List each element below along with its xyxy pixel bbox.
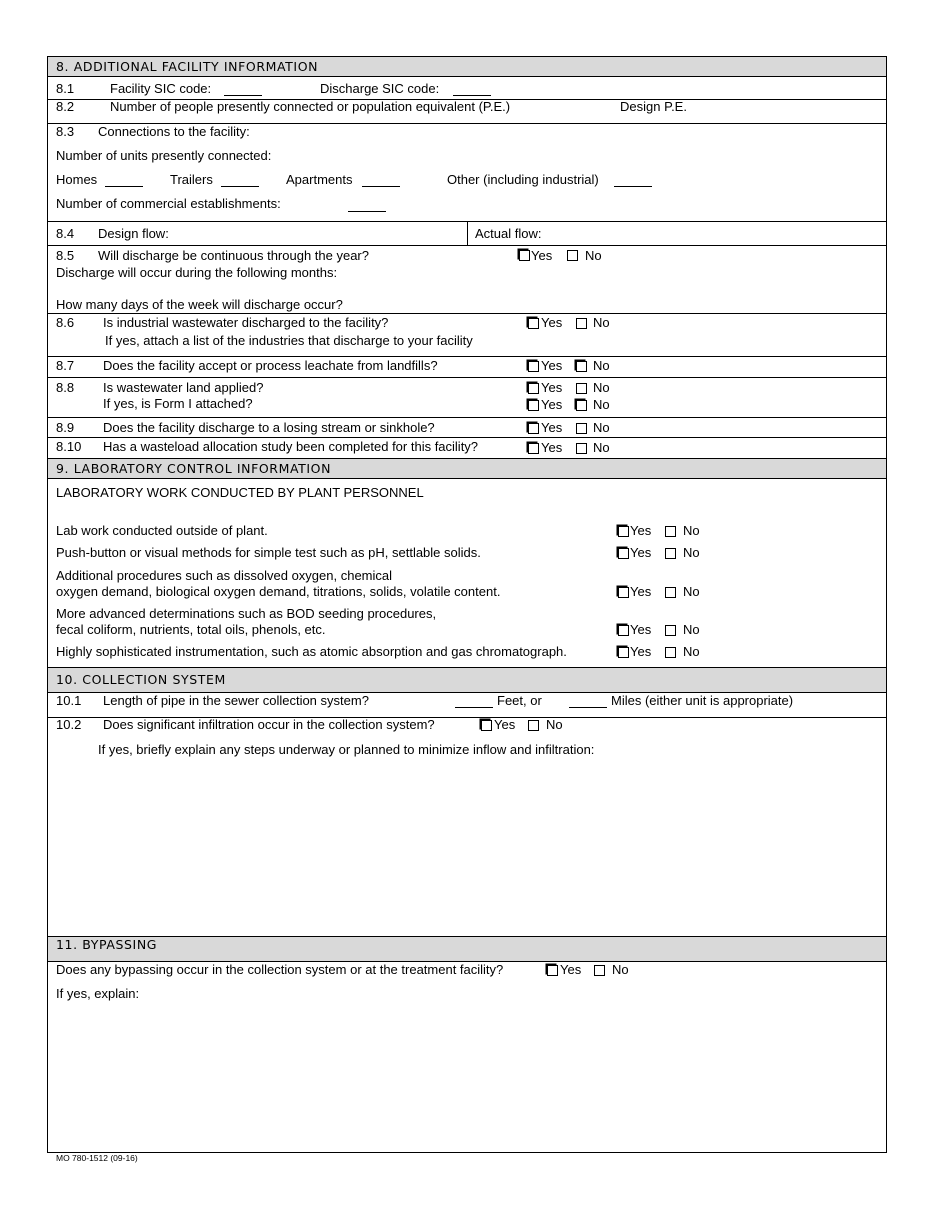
q8-6-no-checkbox[interactable]: [576, 318, 587, 329]
item-8-2-number: 8.2: [56, 99, 75, 114]
q8-7-yes-checkbox[interactable]: [528, 361, 539, 372]
infiltration-explain-label: If yes, briefly explain any steps underway or planned to minimize inflow and infiltration:: [98, 742, 595, 757]
facility-sic-input[interactable]: [224, 95, 262, 96]
lab-q5-no-label: No: [683, 644, 700, 659]
q8-5-no-label: No: [585, 248, 602, 263]
q8-6-no-label: No: [593, 315, 610, 330]
lab-q2-no-label: No: [683, 545, 700, 560]
homes-input[interactable]: [105, 186, 143, 187]
lab-q1-yes-checkbox[interactable]: [618, 526, 629, 537]
q8-7-no-label: No: [593, 358, 610, 373]
lab-q3-no-label: No: [683, 584, 700, 599]
lab-q3-no-checkbox[interactable]: [665, 587, 676, 598]
item-8-7-question: Does the facility accept or process leachate from landfills?: [103, 358, 438, 373]
form-page-frame: [47, 56, 887, 1153]
apartments-input[interactable]: [362, 186, 400, 187]
bypassing-yes-checkbox[interactable]: [547, 965, 558, 976]
section-8-title: 8. ADDITIONAL FACILITY INFORMATION: [56, 59, 319, 74]
section-9-title: 9. LABORATORY CONTROL INFORMATION: [56, 461, 332, 476]
divider: [48, 437, 886, 438]
design-pe-label: Design P.E.: [620, 99, 687, 114]
q8-5-yes-label: Yes: [531, 248, 553, 263]
item-8-7-number: 8.7: [56, 358, 75, 373]
lab-q4-yes-label: Yes: [630, 622, 652, 637]
q8-8-yes-checkbox[interactable]: [528, 383, 539, 394]
lab-q2-no-checkbox[interactable]: [665, 548, 676, 559]
item-8-5-question: Will discharge be continuous through the year?: [98, 248, 369, 263]
infiltration-explain-area[interactable]: [48, 759, 886, 935]
lab-q2-yes-label: Yes: [630, 545, 652, 560]
item-8-10-number: 8.10: [56, 439, 82, 454]
item-8-5-number: 8.5: [56, 248, 75, 263]
q10-2-no-checkbox[interactable]: [528, 720, 539, 731]
divider: [48, 356, 886, 357]
q8-8-no-checkbox[interactable]: [576, 383, 587, 394]
other-input[interactable]: [614, 186, 652, 187]
item-8-3-number: 8.3: [56, 124, 75, 139]
lab-q4-no-checkbox[interactable]: [665, 625, 676, 636]
q8-8-yes-label: Yes: [541, 380, 563, 395]
lab-q3-text-line2: oxygen demand, biological oxygen demand, titrations, solids, volatile content.: [56, 584, 501, 599]
commercial-input[interactable]: [348, 211, 386, 212]
discharge-sic-input[interactable]: [453, 95, 491, 96]
lab-q2-text: Push-button or visual methods for simple test such as pH, settlable solids.: [56, 545, 481, 560]
item-10-1-number: 10.1: [56, 693, 82, 708]
pipe-length-miles-input[interactable]: [569, 707, 607, 708]
discharge-months-label: Discharge will occur during the following months:: [56, 265, 338, 280]
section-10-header: [48, 667, 886, 693]
q8-10-yes-checkbox[interactable]: [528, 443, 539, 454]
q8-5-yes-checkbox[interactable]: [519, 250, 530, 261]
item-8-6-question: Is industrial wastewater discharged to the facility?: [103, 315, 389, 330]
q8-9-yes-label: Yes: [541, 420, 563, 435]
lab-q4-yes-checkbox[interactable]: [618, 625, 629, 636]
item-8-8-question: Is wastewater land applied?: [103, 380, 264, 395]
section-8-header: [48, 57, 886, 77]
item-10-1-question: Length of pipe in the sewer collection system?: [103, 693, 369, 708]
q8-9-yes-checkbox[interactable]: [528, 423, 539, 434]
q8-9-no-checkbox[interactable]: [576, 423, 587, 434]
divider: [48, 245, 886, 246]
divider: [48, 377, 886, 378]
section-11-header: [48, 936, 886, 962]
item-8-8-form-i-question: If yes, is Form I attached?: [103, 396, 253, 411]
lab-q3-yes-checkbox[interactable]: [618, 587, 629, 598]
lab-q1-no-checkbox[interactable]: [665, 526, 676, 537]
lab-q5-yes-checkbox[interactable]: [618, 647, 629, 658]
q8-10-no-checkbox[interactable]: [576, 443, 587, 454]
q8-5-no-checkbox[interactable]: [567, 250, 578, 261]
lab-q4-no-label: No: [683, 622, 700, 637]
bypassing-no-label: No: [612, 962, 629, 977]
lab-q1-yes-label: Yes: [630, 523, 652, 538]
item-8-8-number: 8.8: [56, 380, 75, 395]
discharge-sic-label: Discharge SIC code:: [320, 81, 440, 96]
discharge-days-label: How many days of the week will discharge occur?: [56, 297, 343, 312]
item-8-2-question: Number of people presently connected or population equivalent (P.E.): [110, 99, 511, 114]
divider: [48, 417, 886, 418]
lab-q1-text: Lab work conducted outside of plant.: [56, 523, 268, 538]
bypassing-question: Does any bypassing occur in the collection system or at the treatment facility?: [56, 962, 504, 977]
trailers-label: Trailers: [170, 172, 213, 187]
q8-10-no-label: No: [593, 440, 610, 455]
q8-9-no-label: No: [593, 420, 610, 435]
q8-8-no-label: No: [593, 380, 610, 395]
actual-flow-label: Actual flow:: [475, 226, 542, 241]
bypassing-explain-label: If yes, explain:: [56, 986, 140, 1001]
section-10-title: 10. COLLECTION SYSTEM: [56, 672, 226, 687]
bypassing-explain-area[interactable]: [48, 1003, 886, 1151]
trailers-input[interactable]: [221, 186, 259, 187]
item-10-2-number: 10.2: [56, 717, 82, 732]
facility-sic-label: Facility SIC code:: [110, 81, 212, 96]
lab-q3-text-line1: Additional procedures such as dissolved oxygen, chemical: [56, 568, 393, 583]
form-i-yes-label: Yes: [541, 397, 563, 412]
homes-label: Homes: [56, 172, 98, 187]
lab-q5-yes-label: Yes: [630, 644, 652, 659]
q8-10-yes-label: Yes: [541, 440, 563, 455]
lab-q1-no-label: No: [683, 523, 700, 538]
section-11-title: 11. BYPASSING: [56, 937, 158, 952]
feet-label: Feet, or: [497, 693, 542, 708]
form-i-no-checkbox[interactable]: [576, 400, 587, 411]
bypassing-no-checkbox[interactable]: [594, 965, 605, 976]
lab-q3-yes-label: Yes: [630, 584, 652, 599]
item-8-6-instruction: If yes, attach a list of the industries that discharge to your facility: [105, 333, 473, 348]
pipe-length-feet-input[interactable]: [455, 707, 493, 708]
item-8-1-number: 8.1: [56, 81, 75, 96]
item-8-4-number: 8.4: [56, 226, 75, 241]
divider: [467, 221, 468, 245]
section-9-header: [48, 458, 886, 479]
bypassing-yes-label: Yes: [560, 962, 582, 977]
other-label: Other (including industrial): [447, 172, 599, 187]
q8-6-yes-checkbox[interactable]: [528, 318, 539, 329]
units-connected-label: Number of units presently connected:: [56, 148, 272, 163]
q8-6-yes-label: Yes: [541, 315, 563, 330]
item-8-3-question: Connections to the facility:: [98, 124, 250, 139]
q10-2-yes-checkbox[interactable]: [481, 720, 492, 731]
apartments-label: Apartments: [286, 172, 353, 187]
lab-q4-text-line2: fecal coliform, nutrients, total oils, phenols, etc.: [56, 622, 326, 637]
lab-q5-no-checkbox[interactable]: [665, 647, 676, 658]
q10-2-no-label: No: [546, 717, 563, 732]
lab-q4-text-line1: More advanced determinations such as BOD seeding procedures,: [56, 606, 437, 621]
item-10-2-question: Does significant infiltration occur in the collection system?: [103, 717, 435, 732]
item-8-9-number: 8.9: [56, 420, 75, 435]
lab-work-title: LABORATORY WORK CONDUCTED BY PLANT PERSONNEL: [56, 485, 424, 500]
item-8-9-question: Does the facility discharge to a losing stream or sinkhole?: [103, 420, 435, 435]
commercial-label: Number of commercial establishments:: [56, 196, 281, 211]
q10-2-yes-label: Yes: [494, 717, 516, 732]
divider: [48, 313, 886, 314]
miles-label: Miles (either unit is appropriate): [611, 693, 794, 708]
form-i-no-label: No: [593, 397, 610, 412]
form-i-yes-checkbox[interactable]: [528, 400, 539, 411]
design-flow-label: Design flow:: [98, 226, 169, 241]
item-8-6-number: 8.6: [56, 315, 75, 330]
item-8-10-question: Has a wasteload allocation study been completed for this facility?: [103, 439, 479, 454]
form-number-footer: MO 780-1512 (09-16): [56, 1153, 138, 1163]
q8-7-no-checkbox[interactable]: [576, 361, 587, 372]
q8-7-yes-label: Yes: [541, 358, 563, 373]
lab-q5-text: Highly sophisticated instrumentation, such as atomic absorption and gas chromatograph.: [56, 644, 567, 659]
lab-q2-yes-checkbox[interactable]: [618, 548, 629, 559]
